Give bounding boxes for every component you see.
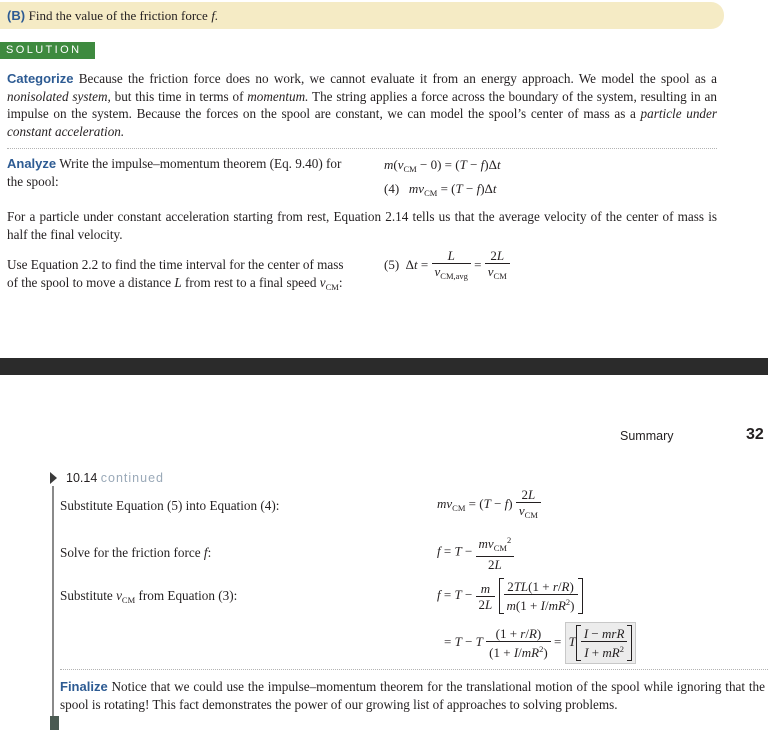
example-continued: continued (100, 471, 164, 485)
analyze-paragraph (7, 155, 342, 190)
equation-friction: f = T − $\frac{mv_{CM}^2}{2L}$ (437, 533, 514, 572)
categorize-text-1: Because the friction force does no work, we cannot evaluate it from an energy approach. We model the spool as a (78, 71, 718, 86)
use-equation-paragraph: Use Equation 2.2 to find the time interval for the center of mass of the spool to move a distance L from rest to a final speed $v_{CM}$: (7, 257, 344, 292)
step-substitute-v-text-a: Substitute (60, 588, 113, 603)
use-equation-text-2: from rest to a final speed (181, 274, 320, 290)
finalize-heading: Finalize (60, 679, 108, 694)
part-b-text: Find the value of the friction force (28, 8, 208, 23)
divider-dotted-1 (7, 148, 717, 149)
finalize-paragraph (60, 678, 765, 713)
step-solve-friction: Solve for the friction force f: (60, 545, 212, 560)
equation-substituted: $mv_{CM} = (T - f)$ $\frac{2L}{v_{CM}}$ (437, 487, 541, 523)
part-b-question: (B) Find the value of the friction force f. (7, 8, 219, 23)
categorize-emph-3: particle under constant acceleration. (7, 106, 717, 139)
step-substitute-v-text-b: from Equation (3): (138, 588, 238, 603)
categorize-text-3: The string applies a force across the boundary of the system, resulting in an impulse on the system. Because the forces on the spool are constant, we can model the spool’s center of mass as a (7, 88, 717, 121)
equation-5: (5) Δt = $\frac{L}{v_{CM,avg}}$ = $\frac{2L}{v_{CM}}$ (384, 248, 510, 284)
example-number: 10.14 (66, 471, 98, 485)
page-number: 32 (746, 426, 764, 443)
equation-friction-result: = T − T $\frac{(1 + r/R)}{(1 + I/mR^2)}$ = T $\frac{\text{I − mrR}}{I + mR^2}$ (444, 622, 636, 664)
page-break-band (0, 358, 768, 375)
equation-5-label: (5) (384, 256, 400, 272)
particle-paragraph: For a particle under constant acceleration starting from rest, Equation 2.14 tells us that the average velocity of the center of mass is half the final velocity. (7, 209, 717, 242)
result-box: T $\frac{\text{I − mrR}}{I + mR^2}$ (565, 622, 637, 664)
equation-4: (4) $mv_{CM} = (T - f)\Delta t$ (384, 181, 497, 198)
running-header-summary: Summary (620, 429, 674, 443)
step-solve-text: Solve for the friction force (60, 545, 201, 560)
analyze-heading: Analyze (7, 156, 57, 171)
solution-label: SOLUTION (0, 42, 95, 59)
example-continued-label (66, 471, 164, 485)
categorize-heading: Categorize (7, 71, 74, 86)
use-equation-text-1: Use Equation 2.2 to find the time interval for the center of mass of the spool to move a distance (7, 257, 344, 290)
categorize-emph-2: momentum. (247, 88, 309, 104)
categorize-emph-1: nonisolated system, (7, 88, 111, 104)
analyze-text: Write the impulse–momentum theorem (Eq. 9.40) for the spool: (7, 156, 342, 189)
divider-dotted-2 (60, 669, 768, 670)
part-b-label: (B) (7, 8, 26, 23)
equation-friction-expanded: f = T − $\frac{m}{2L}$ $\frac{2TL(1 + r/R)}{m(1 + I/mR^2)}$ (437, 578, 583, 614)
step-substitute-vcm: Substitute $v_{CM}$ from Equation (3): (60, 588, 238, 605)
example-end-marker (50, 716, 59, 730)
categorize-paragraph (7, 70, 717, 140)
equation-4-label: (4) (384, 181, 400, 196)
example-left-rule (52, 486, 54, 716)
equation-impulse: $m(v_{CM} - 0) = (T - f)\Delta t$ (384, 157, 501, 174)
finalize-text: Notice that we could use the impulse–momentum theorem for the translational motion of the spool while ignoring that the spool is rotating! This fact demonstrates the power of our growing list of approaches to solving problems. (60, 679, 766, 712)
step-substitute-eq5: Substitute Equation (5) into Equation (4): (60, 498, 280, 513)
example-arrow-icon (50, 472, 57, 484)
categorize-text-2: but this time in terms of (110, 88, 248, 104)
